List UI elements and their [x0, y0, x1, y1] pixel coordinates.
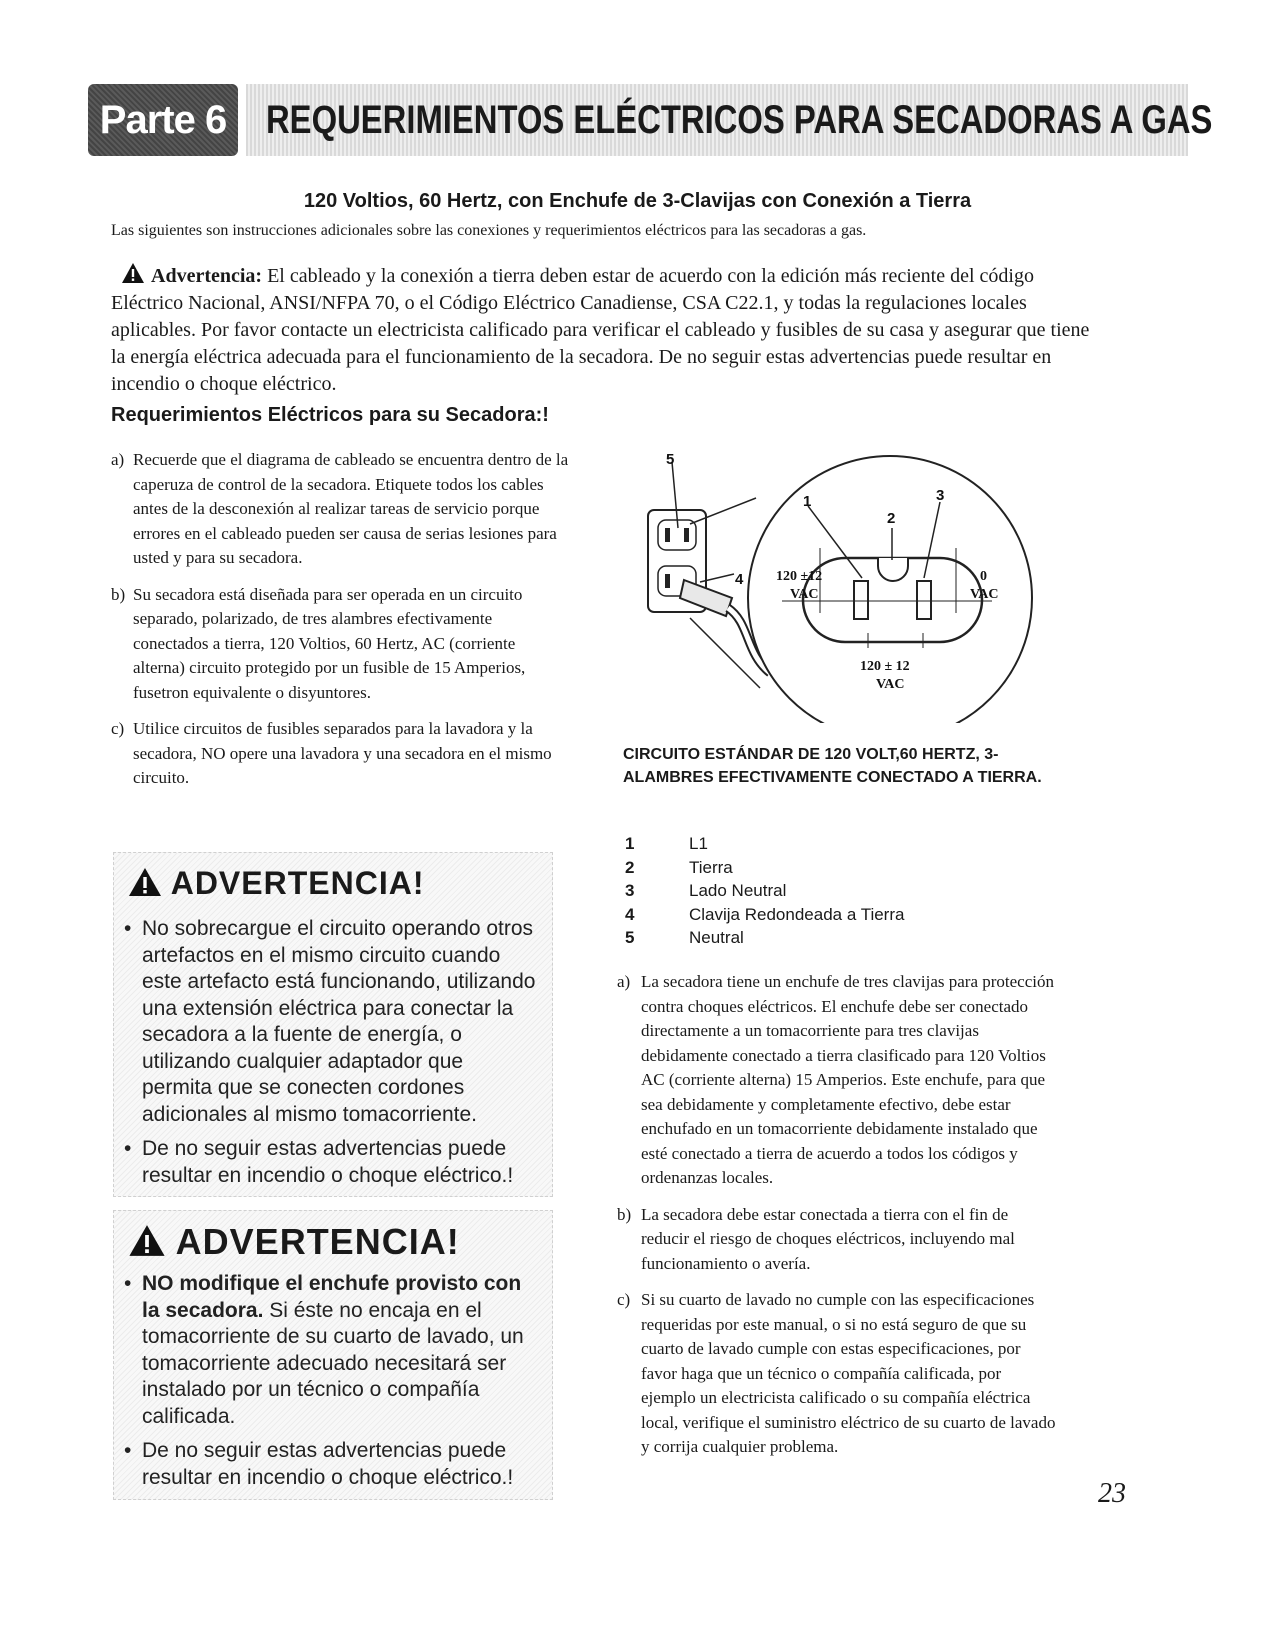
warning-bullet — [124, 1136, 538, 1189]
diagram-legend — [625, 832, 904, 950]
list-marker: c) — [111, 719, 125, 738]
voltage-right-value: 0 — [980, 569, 987, 584]
list-item-text: Recuerde que el diagrama de cableado se encuentra dentro de la caperuza de control de la secadora. Etiquete todos los cables antes de la desconexión al realizar tareas de servicio porque errores en el cableado pueden ser causa de serias lesiones para usted y para su secadora. — [133, 450, 569, 567]
list-item-text: Utilice circuitos de fusibles separados para la lavadora y la secadora, NO opere una lavadora y una secadora en el mismo circuito. — [133, 719, 552, 787]
legend-row — [625, 856, 904, 880]
warning-title-text: ADVERTENCIA! — [175, 1221, 460, 1262]
warning-bullet-bold: NO modifique el enchufe provisto con la secadora. — [142, 1272, 522, 1322]
warning-box-title — [128, 865, 538, 902]
part-label: Parte 6 — [99, 98, 227, 142]
legend-row — [625, 879, 904, 903]
voltage-left-unit: VAC — [790, 587, 819, 602]
warning-triangle-icon — [128, 867, 162, 897]
warning-bullet — [124, 1438, 538, 1491]
legend-label: Tierra — [689, 857, 733, 877]
bullet-icon: • — [124, 1272, 132, 1295]
section-heading: 120 Voltios, 60 Hertz, con Enchufe de 3-Clavijas con Conexión a Tierra — [303, 190, 972, 212]
page-number: 23 — [1098, 1478, 1126, 1509]
intro-text: Las siguientes son instrucciones adicionales sobre las conexiones y requerimientos eléctricos para las secadoras a gas. — [111, 222, 867, 239]
legend-number: 4 — [625, 904, 635, 924]
list-item — [111, 448, 571, 571]
bullet-icon: • — [124, 1439, 132, 1462]
warning-bullet — [124, 916, 538, 1128]
page-banner — [88, 84, 1213, 156]
legend-label: Clavija Redondeada a Tierra — [689, 904, 905, 924]
warning-title-text: ADVERTENCIA! — [170, 865, 425, 901]
warning-bullet — [124, 1271, 538, 1430]
voltage-right-unit: VAC — [970, 587, 999, 602]
warning-box-body — [124, 1271, 538, 1491]
voltage-bottom-value: 120 ± 12 — [860, 659, 910, 674]
list-marker: a) — [617, 972, 631, 991]
callout-1: 1 — [803, 493, 812, 510]
list-item — [111, 717, 571, 791]
list-item — [111, 583, 571, 706]
legend-row — [625, 832, 904, 856]
top-warning — [111, 262, 1096, 398]
legend-label: Lado Neutral — [689, 881, 787, 900]
list-item-text: Su secadora está diseñada para ser operada en un circuito separado, polarizado, de tres alambres efectivamente conectados a tierra, 120 Voltios, 60 Hertz, AC (corriente alterna) circuito protegido por un fusible de 15 Amperios, fusetron equivalente o disyuntores. — [133, 584, 526, 702]
voltage-bottom-unit: VAC — [876, 677, 905, 692]
warning-label: Advertencia: — [151, 265, 263, 287]
voltage-left-value: 120 ±12 — [776, 569, 823, 584]
list-item-text: La secadora debe estar conectada a tierra con el fin de reducir el riesgo de choques eléctricos, incluyendo mal funcionamiento o avería. — [641, 1204, 1015, 1273]
legend-label: L1 — [689, 834, 708, 853]
receptacle-closeup-icon — [803, 558, 982, 642]
warning-box-overload — [113, 852, 553, 1197]
outlet-diagram — [640, 448, 1040, 723]
callout-2: 2 — [887, 510, 896, 527]
callout-4: 4 — [735, 571, 744, 588]
warning-box-body — [124, 916, 538, 1189]
left-requirements-list — [111, 448, 571, 803]
circuit-title: CIRCUITO ESTÁNDAR DE 120 VOLT,60 HERTZ, 3-ALAMBRES EFECTIVAMENTE CONECTADO A TIERRA. — [623, 746, 1042, 786]
warning-box-plug — [113, 1210, 553, 1500]
list-item-text: La secadora tiene un enchufe de tres clavijas para protección contra choques eléctricos. El enchufe debe ser conectado directamente a un tomacorriente para tres clavijas debidamente conectado a tierra clasificado para 120 Voltios AC (corriente alterna) 15 Amperios. Este enchufe, para que sea debidamente y completamente efectivo, debe estar enchufado en un tomacorriente debidamente instalado que esté conectado a tierra de acuerdo a todos los códigos y ordenanzas locales. — [641, 972, 1054, 1187]
warning-bullet-text: De no seguir estas advertencias puede resultar en incendio o choque eléctrico.! — [142, 1439, 514, 1489]
list-item-text: Si su cuarto de lavado no cumple con las especificaciones requeridas por este manual, o si no está seguro de que su cuarto de lavado cumple con estas especificaciones, por favor haga que un técnico o compañía calificada, por ejemplo un electricista calificado o su compañía eléctrica local, verifique el suministro eléctrico de su cuarto de lavado y corrija cualquier problema. — [641, 1290, 1056, 1456]
legend-number: 3 — [625, 881, 635, 900]
list-marker: c) — [617, 1290, 631, 1309]
legend-number: 1 — [625, 834, 635, 853]
legend-label: Neutral — [689, 928, 744, 947]
warning-triangle-icon — [128, 1224, 166, 1257]
warning-text: El cableado y la conexión a tierra deben estar de acuerdo con la edición más reciente del código Eléctrico Nacional, ANSI/NFPA 70, o el Código Eléctrico Canadiense, CSA C22.1, y todas la regulaciones locales aplicables. Por favor contacte un electricista calificado para verificar el cableado y fusibles de su casa y asegurar que tiene la energía eléctrica adecuada para el funcionamiento de la secadora. De no seguir estas advertencias puede resultar en incendio o choque eléctrico. — [111, 265, 1090, 395]
list-item — [617, 970, 1057, 1191]
legend-number: 2 — [625, 857, 635, 877]
bullet-icon: • — [124, 1137, 132, 1160]
list-marker: b) — [617, 1204, 632, 1224]
warning-bullet-text: Si éste no encaja en el tomacorriente de su cuarto de lavado, un tomacorriente adecuado necesitará ser instalado por un técnico o compañía calificada. — [142, 1298, 524, 1428]
legend-row — [625, 903, 904, 927]
warning-triangle-icon — [121, 262, 145, 284]
bullet-icon: • — [124, 917, 132, 940]
callout-3: 3 — [936, 487, 945, 504]
list-item — [617, 1288, 1057, 1460]
legend-row — [625, 926, 904, 950]
warning-bullet-text: No sobrecargue el circuito operando otros artefactos en el mismo circuito cuando este artefacto está funcionando, utilizando una extensión eléctrica para conectar la secadora a la fuente de energía, o utilizando cualquier adaptador que permita que se conecten cordones adicionales al mismo tomacorriente. — [142, 917, 536, 1126]
list-item — [617, 1203, 1057, 1277]
callout-5: 5 — [666, 451, 675, 468]
warning-bullet-text: De no seguir estas advertencias puede resultar en incendio o choque eléctrico.! — [142, 1137, 514, 1187]
list-marker: a) — [111, 450, 125, 469]
requirements-heading: Requerimientos Eléctricos para su Secadora:! — [111, 404, 549, 426]
list-marker: b) — [111, 584, 126, 604]
legend-number: 5 — [625, 928, 635, 947]
warning-box-title — [128, 1221, 538, 1263]
page-title: REQUERIMIENTOS ELÉCTRICOS PARA SECADORAS A GAS — [266, 98, 1213, 142]
right-grounding-list — [617, 970, 1057, 1472]
